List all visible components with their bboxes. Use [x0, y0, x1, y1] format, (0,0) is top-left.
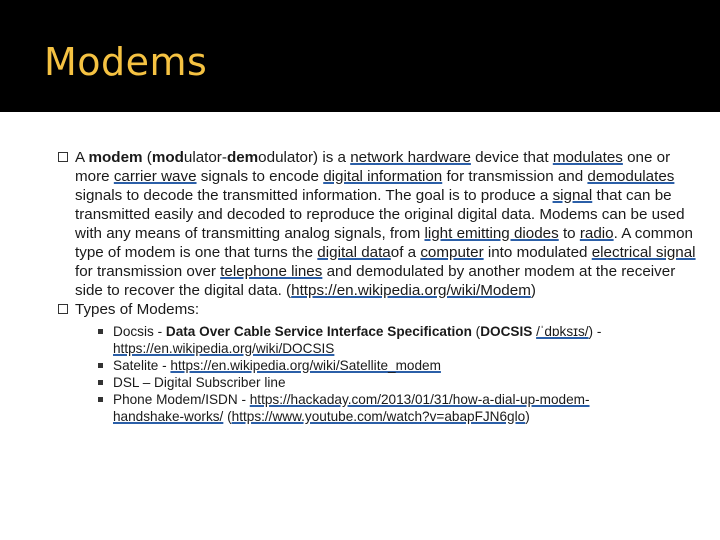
square-bullet-icon	[98, 329, 103, 334]
text: )	[525, 409, 530, 424]
square-bullet-icon	[98, 380, 103, 385]
text: of a	[390, 244, 421, 261]
sub-bullet-list	[98, 323, 658, 425]
square-bullet-icon	[98, 363, 103, 368]
slide-title: Modems	[44, 40, 208, 84]
square-bullet-icon	[98, 397, 103, 402]
link-modulates[interactable]: modulates	[552, 149, 623, 166]
sub-item-dsl	[98, 374, 658, 391]
text: ulator-	[183, 149, 227, 166]
text: ) -	[588, 324, 602, 339]
text: one or more	[75, 149, 671, 185]
link-network-hardware[interactable]: network hardware	[350, 149, 471, 166]
text: DSL – Digital Subscriber line	[113, 375, 286, 390]
text: (	[142, 149, 152, 166]
link-wikipedia-modem[interactable]: https://en.wikipedia.org/wiki/Modem	[291, 282, 531, 299]
bold-term: Data Over Cable Service Interface Specification	[165, 324, 472, 339]
sub-item-phone-modem	[98, 391, 658, 425]
bold-term: modem	[88, 149, 143, 166]
link-hackaday[interactable]: https://hackaday.com/2013/01/31/how-a-dial-up-modem-handshake-works/	[113, 392, 590, 424]
link-electrical-signal[interactable]: electrical signal	[591, 244, 696, 261]
bullet-box-icon	[58, 152, 68, 162]
text: (	[471, 324, 481, 339]
link-demodulates[interactable]: demodulates	[587, 168, 675, 185]
text: (	[223, 409, 232, 424]
link-wikipedia-satellite-modem[interactable]: https://en.wikipedia.org/wiki/Satellite_modem	[170, 358, 441, 373]
link-digital-information[interactable]: digital information	[323, 168, 443, 185]
bullet-types-of-modems	[58, 300, 698, 319]
link-signal[interactable]: signal	[552, 187, 593, 204]
text: for transmission and	[442, 168, 588, 185]
link-computer[interactable]: computer	[420, 244, 484, 261]
text: Docsis -	[113, 324, 166, 339]
text: Satelite -	[113, 358, 171, 373]
sub-item-satelite	[98, 357, 658, 374]
text: signals to encode	[196, 168, 324, 185]
text: for transmission over	[75, 263, 221, 280]
text: A	[75, 149, 89, 166]
link-wikipedia-docsis[interactable]: https://en.wikipedia.org/wiki/DOCSIS	[113, 341, 335, 356]
text: and demodulated by another modem at the receiver side to recover the digital data. (	[75, 263, 676, 299]
text: odulator) is a	[258, 149, 351, 166]
sub-item-docsis	[98, 323, 658, 357]
link-radio[interactable]: radio	[579, 225, 614, 242]
text: to	[558, 225, 580, 242]
text: device that	[470, 149, 553, 166]
text: Phone Modem/ISDN -	[113, 392, 250, 407]
link-digital-data[interactable]: digital data	[317, 244, 391, 261]
bullet-text: Types of Modems:	[75, 301, 200, 318]
text: that can be transmitted easily and decoded to reproduce the original digital data. Modems can be used with any means of transmitting analog signals, from	[75, 187, 685, 242]
slide-content	[0, 112, 720, 540]
link-youtube[interactable]: https://www.youtube.com/watch?v=abapFJN6glo	[231, 409, 526, 424]
title-band	[0, 0, 720, 112]
bullet-box-icon	[58, 304, 68, 314]
text: signals to decode the transmitted information. The goal is to produce a	[75, 187, 553, 204]
bullet-list	[58, 148, 698, 425]
bold-term: DOCSIS	[480, 324, 533, 339]
bold-term: dem	[226, 149, 259, 166]
text: . A common type of modem is one that turns the	[75, 225, 693, 261]
link-telephone-lines[interactable]: telephone lines	[220, 263, 323, 280]
bold-term: mod	[151, 149, 184, 166]
link-pronunciation[interactable]: /ˈdɒksɪs/	[536, 324, 589, 339]
link-light-emitting-diodes[interactable]: light emitting diodes	[424, 225, 559, 242]
link-carrier-wave[interactable]: carrier wave	[113, 168, 197, 185]
text: into modulated	[483, 244, 592, 261]
bullet-modem-definition	[58, 148, 698, 300]
text: )	[530, 282, 536, 299]
